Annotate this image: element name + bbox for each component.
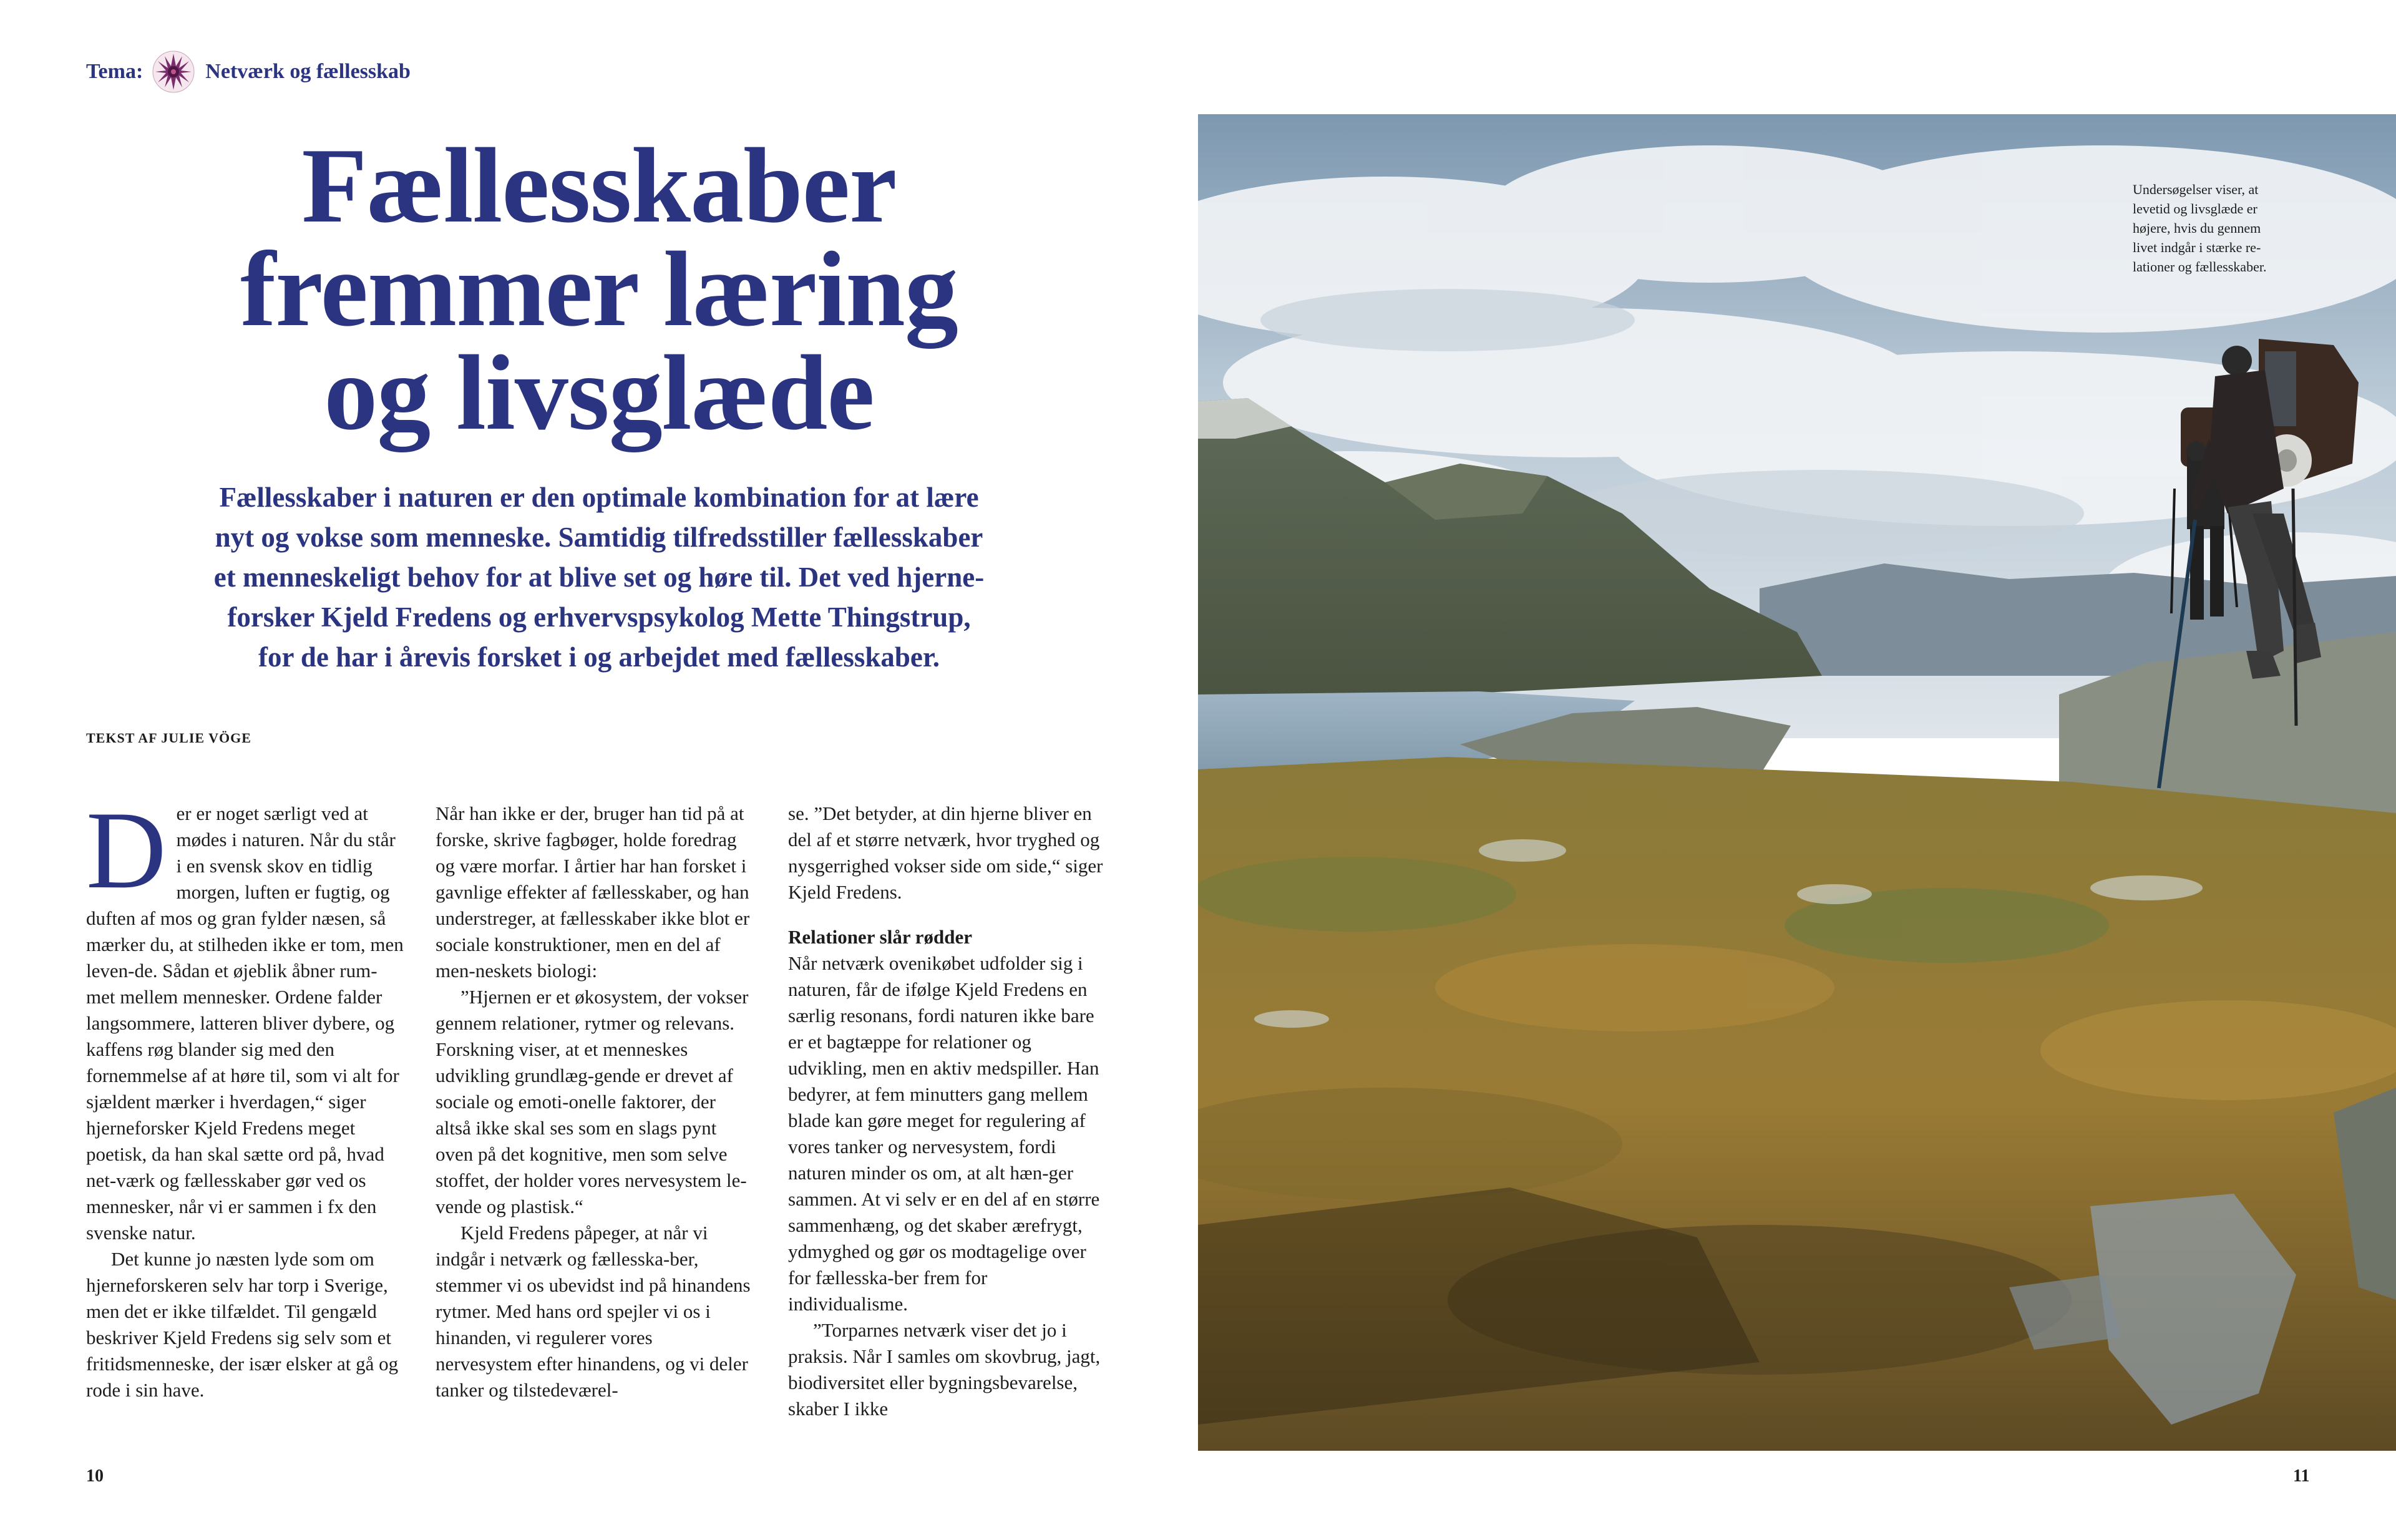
body-column-3 [788,801,1106,1422]
headline-line-3: og livsglæde [324,334,874,452]
paragraph: Det kunne jo næsten lyde som om hjerneforskeren selv har torp i Sverige, men det er ikke tilfældet. Til gengæld beskriver Kjeld Fredens sig selv som et fritidsmenneske, der især elsker at gå og rode i sin have. [86,1248,399,1401]
lede-line-3: et menneskeligt behov for at blive set og høre til. Det ved hjerne- [213,562,985,593]
body-column-1 [86,788,404,1403]
lede-line-2: nyt og vokse som menneske. Samtidig tilfredsstiller fællesskaber [215,522,983,553]
byline: TEKST AF JULIE VÖGE [86,730,251,746]
article-headline [100,127,1098,452]
headline-line-1: Fællesskaber [301,127,897,245]
purple-flower-icon [152,50,195,94]
caption-line-3: højere, hvis du gennem [2133,220,2261,236]
body-column-2 [436,801,754,1403]
hikers-landscape-photo [1198,114,2396,1451]
lede-line-5: for de har i årevis forsket i og arbejdet med fællesskaber. [258,641,940,673]
first-paragraph [86,788,404,1246]
theme-kicker [86,50,411,94]
photo-caption [2133,180,2332,276]
caption-line-2: levetid og livsglæde er [2133,201,2257,217]
paragraph: ”Hjernen er et økosystem, der vokser gennem relationer, rytmer og relevans. Forskning viser, at et menneskes udvikling grundlæg-gende er drevet af sociale og emoti-onelle faktorer, der altså ikke skal ses som en slags pynt oven på det kognitive, men som selve stoffet, der holder vores nervesystem le-vende og plastisk.“ [436,986,749,1217]
paragraph: er er noget særligt ved at mødes i naturen. Når du står i en svensk skov en tidlig morgen, luften er fugtig, og duften af mos og gran fylder næsen, så mærker du, at stilheden ikke er tom, men leven-de. Sådan et øjeblik åbner rum-met mellem mennesker. Ordene falder langsommere, latteren bliver dybere, og kaffens røg blander sig med den fornemmelse af at høre til, som vi alt for sjældent mærker i hverdagen,“ siger hjerneforsker Kjeld Fredens meget poetisk, da han skal sætte ord på, hvad net-værk og fællesskaber gør ved os mennesker, når vi er sammen i fx den svenske natur. [86,802,404,1244]
paragraph: se. ”Det betyder, at din hjerne bliver en del af et større netværk, hvor tryghed og nysgerrighed vokser side om side,“ siger Kjeld Fredens. [788,802,1103,903]
caption-line-5: lationer og fællesskaber. [2133,259,2267,275]
topic-label: Netværk og fællesskab [205,60,411,83]
page-number-right: 11 [2293,1466,2310,1486]
paragraph: Når netværk ovenikøbet udfolder sig i naturen, får de ifølge Kjeld Fredens en særlig resonans, fordi naturen ikke bare er et bagtæppe for relationer og udvikling, men en aktiv medspiller. Han bedyrer, at fem minutters gang mellem blade kan gøre meget for regulering af vores tanker og nervesystem, fordi naturen minder os om, at alt hæn-ger sammen. At vi selv er en del af en større sammenhæng, og det skaber ærefrygt, ydmyghed og gør os modtagelige over for fællesska-ber frem for individualisme. [788,952,1100,1315]
article-lede [112,477,1086,677]
drop-cap: D [86,788,167,912]
headline-line-2: fremmer læring [240,230,958,349]
lede-line-1: Fællesskaber i naturen er den optimale kombination for at lære [219,482,979,513]
paragraph: Kjeld Fredens påpeger, at når vi indgår i netværk og fællesska-ber, stemmer vi os ubevidst ind på hinandens rytmer. Med hans ord spejler vi os i hinanden, vi regulerer vores nervesystem efter hinandens, og vi deler tanker og tilstedeværel- [436,1222,751,1401]
lede-line-4: forsker Kjeld Fredens og erhvervspsykolog Mette Thingstrup, [227,602,971,633]
page-number-left: 10 [86,1466,104,1486]
subheading: Relationer slår rødder [788,926,973,948]
caption-line-4: livet indgår i stærke re- [2133,240,2261,255]
paragraph: ”Torparnes netværk viser det jo i praksis. Når I samles om skovbrug, jagt, biodiversitet eller bygningsbevarelse, skaber I ikke [788,1319,1101,1420]
paragraph: Når han ikke er der, bruger han tid på at forske, skrive fagbøger, holde foredrag og være morfar. I årtier har han forsket i gavnlige effekter af fællesskaber, og han understreger, at fællesskaber ikke blot er sociale konstruktioner, men en del af men-neskets biologi: [436,802,750,982]
caption-line-1: Undersøgelser viser, at [2133,182,2259,197]
tema-label: Tema: [86,60,144,83]
